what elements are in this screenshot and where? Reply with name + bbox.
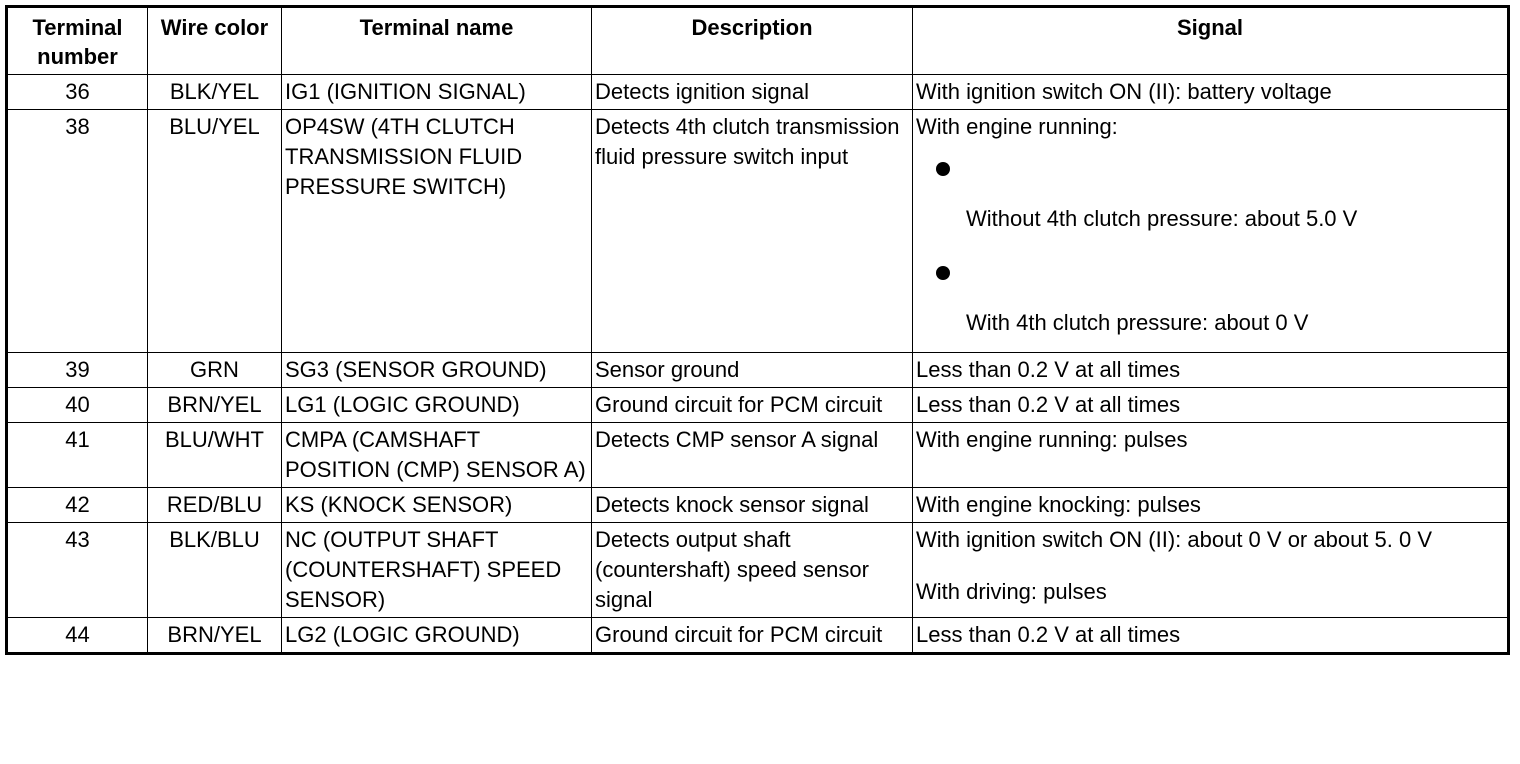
wire-color-cell: RED/BLU bbox=[148, 488, 282, 523]
signal-cell: With ignition switch ON (II): battery voltage bbox=[913, 75, 1509, 110]
bullet-item bbox=[916, 246, 1504, 350]
terminal-name-cell: IG1 (IGNITION SIGNAL) bbox=[282, 75, 592, 110]
signal-cell: Less than 0.2 V at all times bbox=[913, 618, 1509, 654]
table-row bbox=[7, 423, 1509, 488]
wire-color-cell: GRN bbox=[148, 353, 282, 388]
signal-cell bbox=[913, 110, 1509, 353]
header-wire-color: Wire color bbox=[148, 7, 282, 75]
table-row bbox=[7, 110, 1509, 353]
terminal-name-cell: LG2 (LOGIC GROUND) bbox=[282, 618, 592, 654]
signal-cell: Less than 0.2 V at all times bbox=[913, 353, 1509, 388]
terminal-name-cell: NC (OUTPUT SHAFT (COUNTERSHAFT) SPEED SENSOR) bbox=[282, 523, 592, 618]
header-terminal-name: Terminal name bbox=[282, 7, 592, 75]
terminal-table bbox=[5, 5, 1510, 655]
bullet-text: With 4th clutch pressure: about 0 V bbox=[966, 310, 1309, 335]
table-row bbox=[7, 75, 1509, 110]
terminal-name-cell: SG3 (SENSOR GROUND) bbox=[282, 353, 592, 388]
wire-color-cell: BLU/WHT bbox=[148, 423, 282, 488]
header-signal: Signal bbox=[913, 7, 1509, 75]
header-description: Description bbox=[592, 7, 913, 75]
wire-color-cell: BRN/YEL bbox=[148, 618, 282, 654]
signal-cell: Less than 0.2 V at all times bbox=[913, 388, 1509, 423]
signal-cell: With engine knocking: pulses bbox=[913, 488, 1509, 523]
wire-color-cell: BRN/YEL bbox=[148, 388, 282, 423]
description-cell: Detects 4th clutch transmission fluid pressure switch input bbox=[592, 110, 913, 353]
bullet-text: Without 4th clutch pressure: about 5.0 V bbox=[966, 206, 1358, 231]
terminal-number-cell: 40 bbox=[7, 388, 148, 423]
terminal-table-container bbox=[5, 5, 1510, 655]
wire-color-cell: BLK/YEL bbox=[148, 75, 282, 110]
terminal-name-cell: LG1 (LOGIC GROUND) bbox=[282, 388, 592, 423]
header-row bbox=[7, 7, 1509, 75]
description-cell: Detects CMP sensor A signal bbox=[592, 423, 913, 488]
terminal-number-cell: 41 bbox=[7, 423, 148, 488]
signal-text: With ignition switch ON (II): about 0 V or about 5. 0 V bbox=[916, 527, 1433, 552]
table-row bbox=[7, 488, 1509, 523]
description-cell: Ground circuit for PCM circuit bbox=[592, 388, 913, 423]
table-row bbox=[7, 523, 1509, 618]
bullet-item bbox=[916, 142, 1504, 246]
terminal-number-cell: 44 bbox=[7, 618, 148, 654]
terminal-number-cell: 36 bbox=[7, 75, 148, 110]
description-cell: Detects ignition signal bbox=[592, 75, 913, 110]
terminal-number-cell: 38 bbox=[7, 110, 148, 353]
signal-text-secondary: With driving: pulses bbox=[916, 579, 1107, 604]
terminal-number-cell: 42 bbox=[7, 488, 148, 523]
terminal-name-cell: OP4SW (4TH CLUTCH TRANSMISSION FLUID PRESSURE SWITCH) bbox=[282, 110, 592, 353]
bullet-icon bbox=[936, 266, 950, 280]
description-cell: Detects output shaft (countershaft) speed sensor signal bbox=[592, 523, 913, 618]
signal-cell: With engine running: pulses bbox=[913, 423, 1509, 488]
terminal-name-cell: CMPA (CAMSHAFT POSITION (CMP) SENSOR A) bbox=[282, 423, 592, 488]
signal-text: With engine running: bbox=[916, 114, 1118, 139]
description-cell: Detects knock sensor signal bbox=[592, 488, 913, 523]
description-cell: Sensor ground bbox=[592, 353, 913, 388]
bullet-icon bbox=[936, 162, 950, 176]
terminal-name-cell: KS (KNOCK SENSOR) bbox=[282, 488, 592, 523]
wire-color-cell: BLK/BLU bbox=[148, 523, 282, 618]
table-row bbox=[7, 353, 1509, 388]
terminal-number-cell: 43 bbox=[7, 523, 148, 618]
terminal-number-cell: 39 bbox=[7, 353, 148, 388]
description-cell: Ground circuit for PCM circuit bbox=[592, 618, 913, 654]
table-row bbox=[7, 388, 1509, 423]
header-terminal-number: Terminal number bbox=[7, 7, 148, 75]
signal-cell bbox=[913, 523, 1509, 618]
table-row bbox=[7, 618, 1509, 654]
wire-color-cell: BLU/YEL bbox=[148, 110, 282, 353]
